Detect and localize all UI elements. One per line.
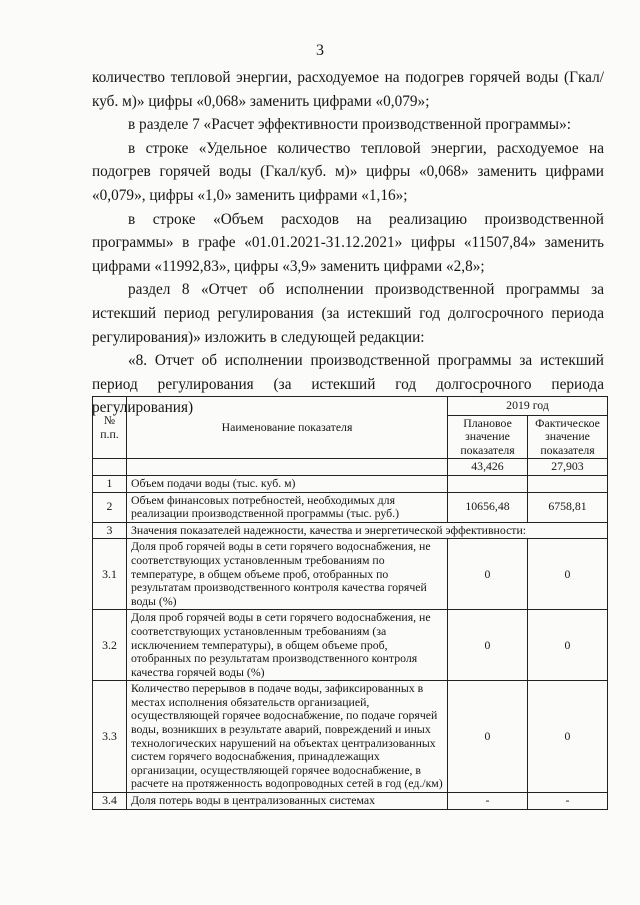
table-row — [93, 492, 608, 522]
row-name: Объем подачи воды (тыс. куб. м) — [127, 475, 448, 492]
row-plan: - — [448, 793, 528, 810]
row-fact: - — [528, 793, 608, 810]
paragraph: количество тепловой энергии, расходуемое на подогрев горячей воды (Гкал/куб. м)» цифры «0,068» заменить цифрами «0,079»; — [92, 69, 604, 110]
row-plan: 43,426 — [448, 459, 528, 476]
row-fact: 6758,81 — [528, 492, 608, 522]
row-name: Доля потерь воды в централизованных системах — [127, 793, 448, 810]
table-row — [93, 681, 608, 793]
row-name: Доля проб горячей воды в сети горячего водоснабжения, не соответствующих установленным требованиям по температуре, в общем объеме проб, отобранных по результатам производственного контроля качества горячей воды (%) — [127, 539, 448, 610]
row-number: 3.2 — [93, 610, 127, 681]
row-number: 1 — [93, 475, 127, 492]
row-name: Значения показателей надежности, качества и энергетической эффективности: — [127, 522, 608, 539]
header-fact: Фактическое значение показателя — [528, 415, 608, 459]
row-plan: 0 — [448, 539, 528, 610]
table-row — [93, 475, 608, 492]
row-name: Доля проб горячей воды в сети горячего водоснабжения, не соответствующих установленным требованиям (за исключением температуры), в общем объеме проб, отобранных по результатам производственного контроля качества горячей воды (%) — [127, 610, 448, 681]
paragraph: в строке «Объем расходов на реализацию производственной программы» в графе «01.01.2021-31.12.2021» цифры «11507,84» заменить цифрами «11992,83», цифры «3,9» заменить цифрами «2,8»; — [92, 210, 604, 275]
table-header-row — [93, 397, 608, 416]
header-number: № п.п. — [93, 397, 127, 459]
row-plan: 0 — [448, 681, 528, 793]
paragraph: раздел 8 «Отчет об исполнении производственной программы за истекший период регулирования (за истекший год долгосрочного периода регулирования)» изложить в следующей редакции: — [92, 281, 604, 346]
row-fact: 27,903 — [528, 459, 608, 476]
table-row — [93, 539, 608, 610]
header-year: 2019 год — [448, 397, 608, 416]
paragraph: в строке «Удельное количество тепловой энергии, расходуемое на подогрев горячей воды (Гкал/куб. м)» цифры «0,068» заменить цифрами «0,079», цифры «1,0» заменить цифрами «1,16»; — [92, 139, 604, 204]
header-name: Наименование показателя — [127, 397, 448, 459]
row-plan: 10656,48 — [448, 492, 528, 522]
table-row — [93, 610, 608, 681]
row-fact: 0 — [528, 539, 608, 610]
body-text — [92, 66, 604, 420]
row-fact: 0 — [528, 610, 608, 681]
row-number: 2 — [93, 492, 127, 522]
table-row — [93, 522, 608, 539]
paragraph: в разделе 7 «Расчет эффективности производственной программы»: — [128, 116, 571, 134]
header-plan: Плановое значение показателя — [448, 415, 528, 459]
table-row — [93, 459, 608, 476]
row-fact: 0 — [528, 681, 608, 793]
row-name: Количество перерывов в подаче воды, зафиксированных в местах исполнения обязательств организацией, осуществляющей горячее водоснабжение, по подаче горячей воды, возникших в результате аварий, повреждений и иных технологических нарушений на объектах централизованных систем горячего водоснабжения, принадлежащих организации, осуществляющей горячее водоснабжение, в расчете на протяженность водопроводных сетей в год (ед./км) — [127, 681, 448, 793]
row-number: 3.1 — [93, 539, 127, 610]
row-number — [93, 459, 127, 476]
row-name: Объем финансовых потребностей, необходимых для реализации производственной программы (тыс. руб.) — [127, 492, 448, 522]
row-number: 3.3 — [93, 681, 127, 793]
table-row — [93, 793, 608, 810]
row-number: 3.4 — [93, 793, 127, 810]
row-plan: 0 — [448, 610, 528, 681]
report-table — [92, 396, 608, 810]
row-number: 3 — [93, 522, 127, 539]
row-fact — [528, 475, 608, 492]
row-name — [127, 459, 448, 476]
paragraph: «8. Отчет об исполнении производственной программы за истекший период регулирования (за истекший год долгосрочного периода регулирования) — [92, 352, 604, 417]
row-plan — [448, 475, 528, 492]
page-number: 3 — [316, 42, 324, 59]
